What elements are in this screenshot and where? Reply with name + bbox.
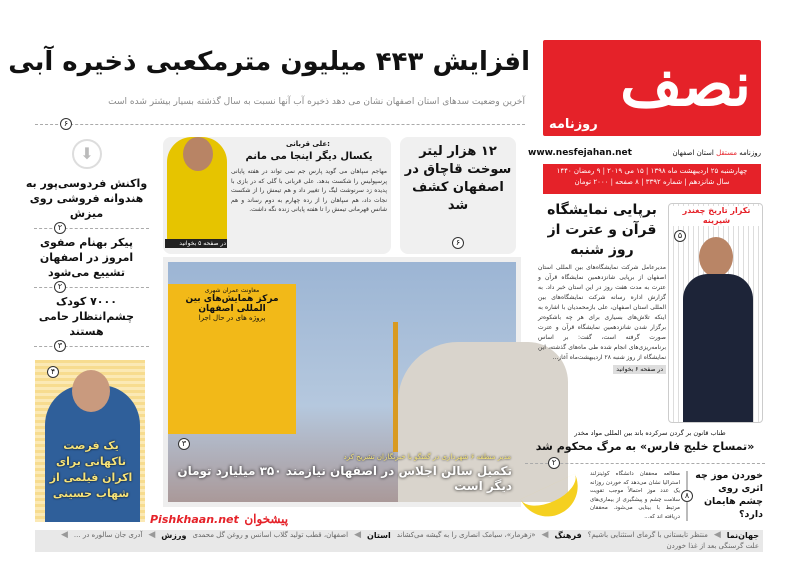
triangle-icon: ◀ bbox=[713, 530, 721, 540]
date-bar bbox=[543, 164, 761, 194]
pishkhaan-watermark bbox=[150, 510, 330, 528]
page-ref: ۶ bbox=[452, 237, 464, 249]
person-figure bbox=[683, 274, 753, 423]
news-ticker bbox=[35, 530, 763, 552]
banana-image bbox=[522, 475, 588, 520]
main-headline: افزایش ۴۴۳ میلیون مترمکعبی ذخیره آبی bbox=[8, 47, 530, 77]
shahab-caption: یک فرصت ناکهانی برای اکران فیلمی از شهاب حسینی bbox=[49, 439, 133, 500]
headline-subtitle: آخرین وضعیت سدهای استان اصفهان نشان می دهد ذخیره آب آنها نسبت به سال گذشته بسیار بیشتر شده است bbox=[108, 97, 525, 107]
arrow-down-icon: ⬇ bbox=[72, 139, 102, 169]
crocodile-kicker: طناب قانون بر گردن سرکرده باند بین المللی مواد مخدر bbox=[574, 429, 726, 437]
read-more[interactable]: در صفحه ۵ بخوانید bbox=[165, 239, 227, 248]
banana-title[interactable]: خوردن موز چه اثری روی چشم هایمان دارد؟ bbox=[695, 470, 763, 520]
watermark-bottom: Pishkhaan.net bbox=[150, 513, 239, 526]
construction-sign bbox=[168, 284, 296, 434]
mansourian-photo[interactable] bbox=[668, 203, 763, 423]
banana-shape bbox=[520, 474, 587, 527]
page-ref: ۸ bbox=[681, 490, 693, 502]
ghorbani-body: مهاجم سپاهان می گوید پارس جم نمی تواند در هفته پایانی پرسپولیس را شکست بدهد. علی قربانی با گلی که در بازی با پدیده زد سرنوشت لیگ را تغییر داد و هم تیمش را از شکست نجات داد، هم سپاهان را از رده چهارم به دوم رساند و هم شانس قهرمانی تیمش را تا هفته پایانی زنده نگه داشت. bbox=[231, 168, 387, 213]
issue-line: سال شانزدهم | شماره ۳۳۹۲ | ۸ صفحه | ۲۰۰۰ تومان bbox=[574, 178, 730, 186]
ticker-section[interactable]: استان bbox=[366, 531, 391, 540]
page-ref: ۵ bbox=[674, 230, 686, 242]
divider bbox=[525, 463, 765, 464]
teaser-behnam-safavi[interactable]: پیکر بهنام صفوی امروز در اصفهان تشییع می‌شود bbox=[39, 236, 134, 279]
sign-sub: پروژه های در حال اجرا bbox=[198, 314, 266, 322]
triangle-icon: ◀ bbox=[541, 530, 549, 540]
exhibition-body: مدیرعامل شرکت نمایشگاه‌های بین المللی استان اصفهان از برپایی شانزدهمین نمایشگاه قرآن و عترت به مدت هفت روز در این استان خبر داد. به گزارش اداره رسانه شرکت نمایشگاه‌های بین المللی استان اصفهان، علی بازمحمدیان با اشاره به اینکه تلاش‌های بسیاری برای هر چه باشکوه‌تر برگزار شدن شانزدهمین نمایشگاه قرآن و عترت صورت گرفته است، گفت: بر اساس برنامه‌ریزی‌های انجام شده طی ماه‌های گذشته، این نمایشگاه از روز شنبه ۲۸ اردیبهشت‌ماه آغاز... bbox=[538, 264, 666, 361]
exhibition-title[interactable]: برپایی نمایشگاه قرآن و عترت از روز شنبه bbox=[547, 202, 657, 258]
tagline: روزنامه مستقل استان اصفهان bbox=[672, 149, 761, 157]
ticker-item[interactable]: منتظر تابستانی با گرمای استثنایی باشیم؟ bbox=[587, 531, 708, 539]
read-more[interactable]: در صفحه ۶ بخوانید bbox=[613, 365, 666, 374]
ticker-item[interactable]: «زهرمار»، سیامک انصاری را به گیشه می‌کشاند bbox=[396, 531, 536, 539]
website-url[interactable]: www.nesfejahan.net bbox=[528, 148, 632, 158]
fuel-story[interactable] bbox=[400, 137, 516, 254]
sign-top: معاونت عمران شهری bbox=[204, 287, 260, 294]
person-head bbox=[699, 237, 733, 277]
ghorbani-kicker: علی قربانی: bbox=[286, 140, 330, 148]
ticker-section[interactable]: ورزش bbox=[161, 531, 187, 540]
triangle-icon: ◀ bbox=[354, 530, 361, 540]
left-teasers bbox=[24, 176, 149, 353]
divider bbox=[24, 221, 149, 235]
teaser-children[interactable]: ۷۰۰۰ کودک چشم‌انتظار حامی هستند bbox=[38, 295, 135, 338]
exhibition-story bbox=[538, 200, 666, 374]
divider bbox=[24, 280, 149, 294]
date-line: چهارشنبه ۲۵ اردیبهشت ماه ۱۳۹۸ | ۱۵ می ۲۰۱۹ | ۹ رمضان ۱۴۴۰ bbox=[556, 167, 748, 175]
ghorbani-story[interactable] bbox=[163, 137, 391, 254]
page-ref: ۶ bbox=[60, 118, 72, 130]
crane bbox=[393, 322, 398, 452]
ticker-item[interactable]: آدری جان سالوره در ... bbox=[73, 531, 143, 539]
page-ref: ۳ bbox=[178, 438, 190, 450]
triangle-icon: ◀ bbox=[148, 530, 156, 540]
sign-title: مرکز همایش‌های بین المللی اصفهان bbox=[185, 294, 279, 314]
player-head bbox=[183, 137, 213, 171]
page-ref: ۴ bbox=[47, 366, 59, 378]
divider bbox=[24, 339, 149, 353]
shahab-hosseini-photo[interactable] bbox=[35, 360, 145, 522]
photo-headline[interactable]: تکمیل سالن اجلاس در اصفهان نیازمند ۳۵۰ میلیارد تومان دیگر است bbox=[177, 464, 512, 493]
main-photo[interactable] bbox=[163, 257, 521, 507]
logo-prefix: روزنامه bbox=[549, 117, 598, 132]
page-ref: ۲ bbox=[548, 457, 560, 469]
photo-kicker: مدیر منطقه ۶ شهرداری در گفتگو با خبرنگاران تشریح کرد bbox=[343, 453, 511, 461]
ghorbani-title: یکسال دیگر اینجا می مانم bbox=[245, 151, 373, 162]
page-ref: ۳ bbox=[54, 340, 66, 352]
watermark-top: پیشخوان bbox=[244, 512, 289, 526]
person-head bbox=[72, 370, 110, 412]
page-ref: ۲ bbox=[54, 222, 66, 234]
ticker-section[interactable]: جهان‌نما bbox=[726, 531, 759, 540]
triangle-icon: ◀ bbox=[61, 530, 68, 540]
divider bbox=[35, 124, 525, 125]
photo-label: تکرار تاریخ چغندر شیرینه bbox=[671, 206, 762, 226]
crocodile-title[interactable]: «تمساح خلیج فارس» به مرگ محکوم شد bbox=[535, 440, 755, 453]
masthead-logo[interactable] bbox=[543, 40, 761, 136]
ticker-item[interactable]: علت گرسنگی بعد از غذا خوردن bbox=[666, 542, 759, 550]
teaser-ferdowsipour[interactable]: واکنش فردوسی‌پور به هندوانه فروشی روی میزش bbox=[25, 177, 148, 220]
page-ref: ۲ bbox=[54, 281, 66, 293]
banana-body: مطالعه محققان دانشگاه کوئینزلند استرالیا نشان می‌دهد که خوردن روزانه یک عدد موز احتمالاً موجب تقویت سلامت چشم و پیشگیری از بیماری‌های مرتبط با بینایی می‌شود. محققان دریافته اند که... bbox=[590, 471, 680, 520]
logo-text: نصف bbox=[620, 50, 751, 120]
fuel-title: ۱۲ هزار لیتر سوخت قاچاق در اصفهان کشف شد bbox=[404, 144, 512, 213]
ticker-section[interactable]: فرهنگ bbox=[554, 531, 582, 540]
ticker-item[interactable]: اصفهان، قطب تولید گلاب اسانس و روغن گل محمدی bbox=[192, 531, 349, 539]
